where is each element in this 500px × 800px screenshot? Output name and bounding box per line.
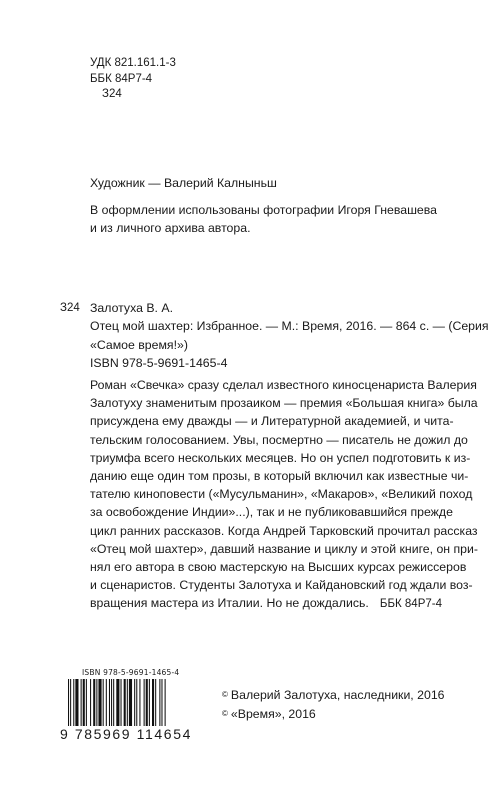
classification-codes — [90, 56, 176, 103]
annotation-line: Залотуху знаменитым прозаиком — премия «Большая книга» была — [90, 396, 478, 411]
biblio-line1: Отец мой шахтер: Избранное. — М.: Время, 2016. — 864 с. — (Серия — [90, 319, 489, 334]
copyright-line1: © Валерий Залотуха, наследники, 2016 — [222, 688, 445, 702]
annotation-line: «Отец мой шахтер», давший название и циклу и этой книге, он при- — [90, 541, 478, 556]
barcode-number: 9 785969 114654 — [60, 726, 192, 742]
artist-credit: Художник — Валерий Калныньш — [90, 176, 277, 190]
annotation-line: данию еще один том прозы, в который включил как известные чи- — [90, 469, 469, 484]
annotation-line: тателю киноповести («Мусульманин», «Макаров», «Великий поход — [90, 487, 473, 502]
annotation-line: цикл ранних рассказов. Когда Андрей Тарковский прочитал рассказ — [90, 523, 478, 538]
annotation-line: тельским голосованием. Увы, посмертно — писатель не дожил до — [90, 432, 468, 447]
author-name: Залотуха В. А. — [90, 301, 173, 315]
side-author-mark: З24 — [60, 302, 80, 314]
annotation-line: триумфа всего нескольких месяцев. Но он успел подготовить к из- — [90, 450, 471, 465]
bbk-code-bottom: ББК 84Р7-4 — [379, 598, 442, 610]
copyright-symbol: © — [222, 709, 228, 718]
bbk-code: ББК 84Р7-4 — [90, 72, 153, 85]
credits — [90, 174, 437, 237]
annotation-line: вращения мастера из Италии. Но не дождались. — [90, 596, 369, 611]
isbn-barcode — [60, 668, 205, 748]
annotation-line: за освобождение Индии»...), так и не публиковавшийся прежде — [90, 505, 453, 520]
udk-code: УДК 821.161.1-3 — [90, 57, 176, 69]
photo-credit-line2: и из личного архива автора. — [90, 221, 251, 235]
photo-credit-line1: В оформлении использованы фотографии Игоря Гневашева — [90, 203, 438, 217]
copyright-symbol: © — [222, 690, 228, 699]
barcode-bars — [68, 679, 204, 733]
biblio-line2: «Самое время!») — [90, 337, 188, 352]
annotation-line: присуждена ему дважды — и Литературной академией, и чита- — [90, 414, 454, 429]
annotation-line: и сценаристов. Студенты Залотуха и Кайдановский год ждали воз- — [90, 578, 473, 593]
annotation — [90, 376, 478, 613]
copyright-block — [222, 686, 445, 724]
barcode-isbn-text: ISBN 978-5-9691-1465-4 — [82, 668, 180, 677]
author-mark: З24 — [102, 88, 122, 100]
isbn-line: ISBN 978-5-9691-1465-4 — [90, 355, 228, 370]
annotation-line: нял его автора в свою мастерскую на Высших курсах режиссеров — [90, 560, 467, 575]
copyright-line2: © «Время», 2016 — [222, 707, 316, 721]
annotation-line: Роман «Свечка» сразу сделал известного киносценариста Валерия — [90, 378, 477, 392]
bibliographic-record — [90, 299, 489, 372]
